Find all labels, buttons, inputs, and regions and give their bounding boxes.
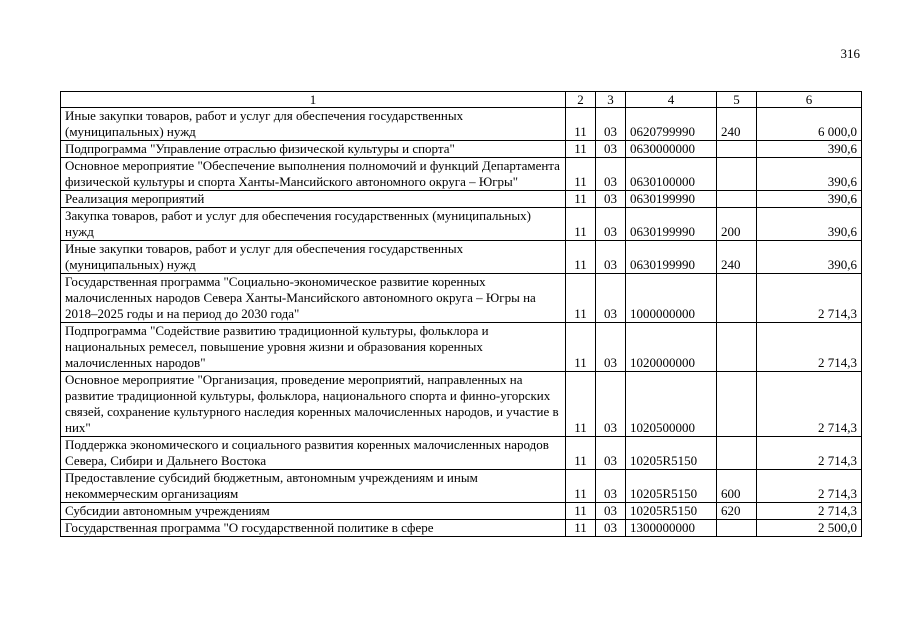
col-header-csr: 4 — [626, 92, 717, 108]
table-row — [61, 158, 862, 191]
table-row — [61, 437, 862, 470]
row-subsection-cell: 03 — [596, 158, 626, 191]
row-amount-cell: 390,6 — [757, 241, 862, 274]
row-section-cell: 11 — [566, 141, 596, 158]
row-name-cell: Иные закупки товаров, работ и услуг для обеспечения государственных (муниципальных) нужд — [61, 241, 566, 274]
row-amount-cell: 2 714,3 — [757, 470, 862, 503]
row-target-code-cell: 1000000000 — [626, 274, 717, 323]
row-subsection-cell: 03 — [596, 241, 626, 274]
row-expense-type-cell — [717, 158, 757, 191]
row-subsection-cell: 03 — [596, 323, 626, 372]
row-target-code-cell: 0630199990 — [626, 208, 717, 241]
row-section-cell: 11 — [566, 372, 596, 437]
col-header-rz: 2 — [566, 92, 596, 108]
row-section-cell: 11 — [566, 208, 596, 241]
table-row — [61, 470, 862, 503]
row-expense-type-cell: 200 — [717, 208, 757, 241]
row-amount-cell: 2 714,3 — [757, 323, 862, 372]
row-expense-type-cell — [717, 274, 757, 323]
row-name-cell: Иные закупки товаров, работ и услуг для обеспечения государственных (муниципальных) нужд — [61, 108, 566, 141]
row-subsection-cell: 03 — [596, 274, 626, 323]
row-target-code-cell: 0630199990 — [626, 191, 717, 208]
row-section-cell: 11 — [566, 520, 596, 537]
row-amount-cell: 390,6 — [757, 158, 862, 191]
row-subsection-cell: 03 — [596, 108, 626, 141]
row-target-code-cell: 1300000000 — [626, 520, 717, 537]
row-amount-cell: 2 500,0 — [757, 520, 862, 537]
table-row — [61, 241, 862, 274]
row-target-code-cell: 1020000000 — [626, 323, 717, 372]
row-name-cell: Реализация мероприятий — [61, 191, 566, 208]
row-expense-type-cell — [717, 141, 757, 158]
row-amount-cell: 390,6 — [757, 191, 862, 208]
row-expense-type-cell — [717, 437, 757, 470]
table-row — [61, 108, 862, 141]
row-section-cell: 11 — [566, 108, 596, 141]
row-subsection-cell: 03 — [596, 372, 626, 437]
row-name-cell: Подпрограмма "Управление отраслью физической культуры и спорта" — [61, 141, 566, 158]
row-name-cell: Основное мероприятие "Обеспечение выполнения полномочий и функций Департамента физической культуры и спорта Ханты-Мансийского автономного округа – Югры" — [61, 158, 566, 191]
row-name-cell: Основное мероприятие "Организация, проведение мероприятий, направленных на развитие традиционной культуры, фольклора, национального спорта и финно-угорских связей, сохранение культурного наследия коренных малочисленных народов, и участие в них" — [61, 372, 566, 437]
row-target-code-cell: 0620799990 — [626, 108, 717, 141]
row-name-cell: Закупка товаров, работ и услуг для обеспечения государственных (муниципальных) нужд — [61, 208, 566, 241]
row-section-cell: 11 — [566, 158, 596, 191]
row-amount-cell: 390,6 — [757, 141, 862, 158]
row-name-cell: Предоставление субсидий бюджетным, автономным учреждениям и иным некоммерческим организациям — [61, 470, 566, 503]
table-body — [61, 108, 862, 537]
row-section-cell: 11 — [566, 241, 596, 274]
row-expense-type-cell — [717, 191, 757, 208]
row-amount-cell: 2 714,3 — [757, 437, 862, 470]
row-target-code-cell: 0630000000 — [626, 141, 717, 158]
row-amount-cell: 2 714,3 — [757, 503, 862, 520]
budget-table — [60, 91, 862, 537]
row-section-cell: 11 — [566, 191, 596, 208]
table-row — [61, 520, 862, 537]
row-subsection-cell: 03 — [596, 191, 626, 208]
col-header-vr: 5 — [717, 92, 757, 108]
row-target-code-cell: 10205R5150 — [626, 503, 717, 520]
row-section-cell: 11 — [566, 503, 596, 520]
row-name-cell: Государственная программа "Социально-экономическое развитие коренных малочисленных народов Севера Ханты-Мансийского автономного округа – Югры на 2018–2025 годы и на период до 2030 года" — [61, 274, 566, 323]
table-row — [61, 274, 862, 323]
page-number: 316 — [840, 46, 860, 61]
row-target-code-cell: 1020500000 — [626, 372, 717, 437]
row-subsection-cell: 03 — [596, 208, 626, 241]
table-row — [61, 503, 862, 520]
row-section-cell: 11 — [566, 274, 596, 323]
row-name-cell: Подпрограмма "Содействие развитию традиционной культуры, фольклора и национальных ремесел, повышение уровня жизни и образования коренных малочисленных народов" — [61, 323, 566, 372]
row-amount-cell: 390,6 — [757, 208, 862, 241]
row-expense-type-cell — [717, 520, 757, 537]
row-target-code-cell: 0630199990 — [626, 241, 717, 274]
table-row — [61, 191, 862, 208]
row-subsection-cell: 03 — [596, 470, 626, 503]
row-section-cell: 11 — [566, 323, 596, 372]
row-amount-cell: 2 714,3 — [757, 372, 862, 437]
row-expense-type-cell — [717, 323, 757, 372]
table-row — [61, 208, 862, 241]
row-amount-cell: 2 714,3 — [757, 274, 862, 323]
row-expense-type-cell: 600 — [717, 470, 757, 503]
table-header-row — [61, 92, 862, 108]
col-header-name: 1 — [61, 92, 566, 108]
row-expense-type-cell: 240 — [717, 241, 757, 274]
row-subsection-cell: 03 — [596, 503, 626, 520]
row-expense-type-cell: 240 — [717, 108, 757, 141]
row-name-cell: Государственная программа "О государственной политике в сфере — [61, 520, 566, 537]
row-name-cell: Субсидии автономным учреждениям — [61, 503, 566, 520]
table-row — [61, 323, 862, 372]
row-target-code-cell: 0630100000 — [626, 158, 717, 191]
row-amount-cell: 6 000,0 — [757, 108, 862, 141]
row-subsection-cell: 03 — [596, 141, 626, 158]
row-expense-type-cell — [717, 372, 757, 437]
table-row — [61, 141, 862, 158]
table-row — [61, 372, 862, 437]
row-expense-type-cell: 620 — [717, 503, 757, 520]
row-section-cell: 11 — [566, 470, 596, 503]
row-subsection-cell: 03 — [596, 437, 626, 470]
row-target-code-cell: 10205R5150 — [626, 437, 717, 470]
row-subsection-cell: 03 — [596, 520, 626, 537]
row-name-cell: Поддержка экономического и социального развития коренных малочисленных народов Севера, Сибири и Дальнего Востока — [61, 437, 566, 470]
col-header-sum: 6 — [757, 92, 862, 108]
col-header-pr: 3 — [596, 92, 626, 108]
row-target-code-cell: 10205R5150 — [626, 470, 717, 503]
row-section-cell: 11 — [566, 437, 596, 470]
